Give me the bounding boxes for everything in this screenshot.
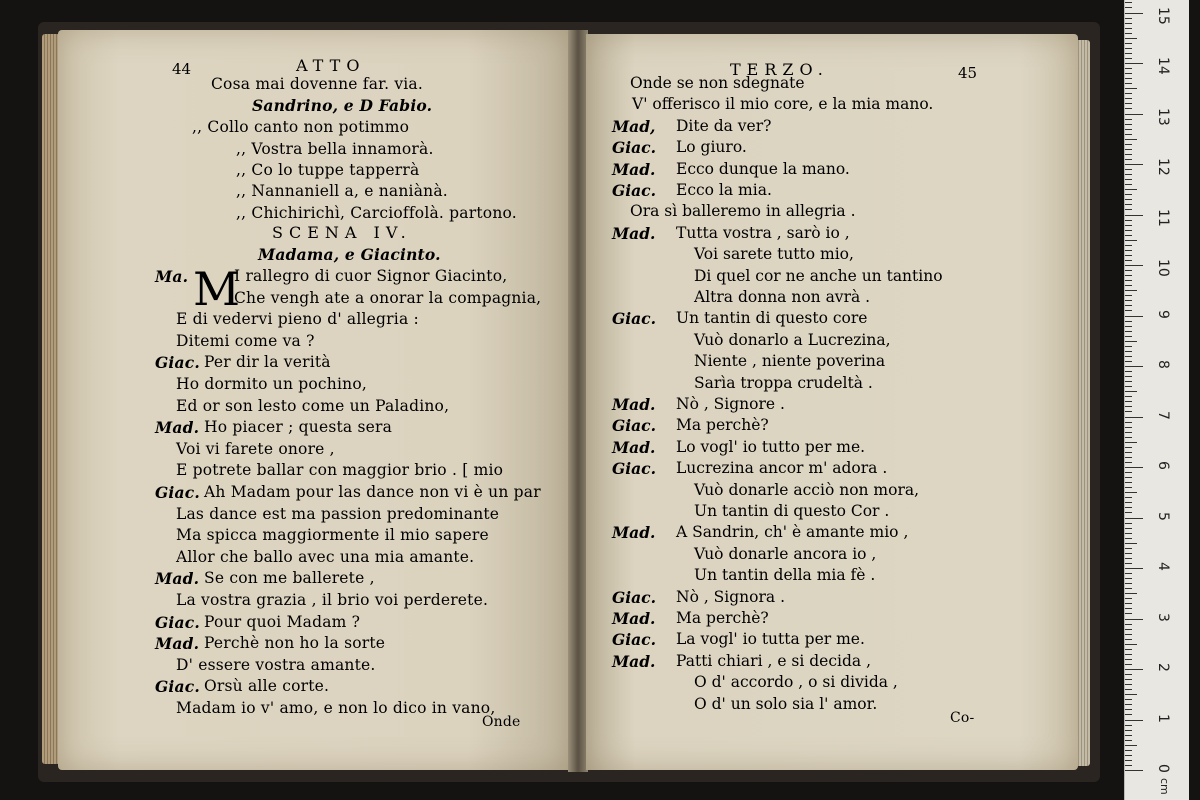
right-dialogue-line: Niente , niente poverina	[694, 352, 886, 371]
right-speaker: Giac.	[612, 587, 657, 607]
ruler-tick	[1125, 280, 1132, 281]
ruler-tick	[1125, 316, 1143, 317]
ruler-tick	[1125, 240, 1137, 241]
left-catchword: Onde	[482, 714, 521, 730]
ruler-tick	[1125, 129, 1132, 130]
ruler-tick	[1125, 629, 1132, 630]
right-catchword: Co-	[950, 710, 975, 726]
ruler-tick	[1125, 735, 1132, 736]
ruler-tick	[1125, 68, 1132, 69]
right-dialogue-line: Un tantin di questo Cor .	[694, 502, 890, 520]
ruler-tick	[1125, 78, 1132, 79]
ruler-label: 9	[1155, 309, 1171, 319]
ruler-tick	[1125, 235, 1132, 236]
ruler-tick	[1125, 371, 1132, 372]
ruler-tick	[1125, 28, 1132, 29]
ruler-tick	[1125, 563, 1132, 564]
ruler-tick	[1125, 730, 1132, 731]
ruler-tick	[1125, 704, 1132, 705]
ruler-tick	[1125, 558, 1132, 559]
left-dialogue-line: Madam io v' amo, e non lo dico in vano,	[176, 699, 496, 717]
ruler-tick	[1125, 103, 1132, 104]
right-speaker: Mad,	[612, 116, 656, 136]
ruler-tick	[1125, 270, 1132, 271]
ruler-tick	[1125, 533, 1132, 534]
right-speaker: Giac.	[612, 416, 657, 436]
left-dialogue-line: Las dance est ma passion predominante	[176, 504, 500, 523]
ruler-tick	[1125, 619, 1143, 620]
ruler-tick	[1125, 376, 1132, 377]
ruler-tick	[1125, 427, 1132, 428]
ruler-tick	[1125, 179, 1132, 180]
left-speaker: Mad.	[155, 634, 200, 654]
ruler-tick	[1125, 305, 1132, 306]
ruler-tick	[1125, 245, 1132, 246]
ruler-tick	[1125, 366, 1143, 367]
right-dialogue-line: Vuò donarle ancora io ,	[694, 544, 877, 563]
ruler-tick	[1125, 215, 1143, 216]
left-speaker: Giac.	[155, 483, 201, 502]
left-page-number: 44	[172, 60, 192, 78]
ruler-tick	[1125, 512, 1132, 513]
ruler-tick	[1125, 43, 1132, 44]
left-speaker: Giac.	[155, 353, 201, 373]
ruler-label: 6	[1155, 461, 1171, 470]
ruler-tick	[1125, 467, 1143, 468]
ruler-tick	[1125, 290, 1137, 291]
ruler-tick	[1125, 48, 1132, 49]
ruler-tick	[1125, 422, 1132, 423]
ruler-tick	[1125, 770, 1143, 771]
ruler-tick	[1125, 199, 1132, 200]
ruler-tick	[1125, 194, 1132, 195]
ruler-tick	[1125, 53, 1132, 54]
ruler-tick	[1125, 624, 1132, 625]
right-dialogue-line: Vuò donarle acciò non mora,	[694, 480, 920, 499]
ruler-tick	[1125, 18, 1132, 19]
ruler-tick	[1125, 659, 1132, 660]
left-dialogue-line: Allor che ballo avec una mia amante.	[176, 547, 475, 566]
ruler-tick	[1125, 58, 1132, 59]
ruler-tick	[1125, 447, 1132, 448]
ruler-tick	[1125, 386, 1132, 387]
ruler-tick	[1125, 720, 1143, 721]
ruler-tick	[1125, 684, 1132, 685]
ruler-label: 11	[1155, 208, 1171, 227]
ruler-tick	[1125, 2, 1132, 3]
ruler-tick	[1125, 679, 1132, 680]
ruler-label: 12	[1155, 158, 1171, 176]
ruler-tick	[1125, 341, 1137, 342]
ruler-tick	[1125, 310, 1132, 311]
right-dialogue-line: Lo vogl' io tutto per me.	[676, 437, 866, 456]
ruler-tick	[1125, 321, 1132, 322]
ruler-tick	[1125, 98, 1132, 99]
right-dialogue-line: Ma perchè?	[676, 609, 769, 627]
ruler-tick	[1125, 275, 1132, 276]
left-line-1: Cosa mai dovenne far. via.	[211, 75, 424, 93]
ruler-label: 4	[1155, 562, 1171, 571]
ruler-tick	[1125, 149, 1132, 150]
ruler-label: 15	[1155, 6, 1171, 25]
ruler-tick	[1125, 760, 1132, 761]
right-dialogue-line: Ecco la mia.	[676, 181, 772, 199]
ruler-tick	[1125, 417, 1143, 418]
measuring-ruler	[1124, 0, 1189, 800]
right-running-head: TERZO.	[730, 60, 829, 79]
ruler-tick	[1125, 472, 1132, 473]
ruler-tick	[1125, 7, 1132, 8]
ruler-tick	[1125, 346, 1132, 347]
ruler-tick	[1125, 391, 1137, 392]
right-dialogue-line: Patti chiari , e si decida ,	[676, 651, 872, 670]
right-dialogue-line: La vogl' io tutta per me.	[676, 630, 865, 649]
ruler-tick	[1125, 164, 1143, 165]
ruler-tick	[1125, 765, 1132, 766]
ruler-tick	[1125, 528, 1132, 529]
left-speaker: Ma.	[155, 267, 189, 286]
ruler-tick	[1125, 745, 1137, 746]
right-speaker: Giac.	[612, 138, 657, 158]
ruler-tick	[1125, 689, 1132, 690]
right-dialogue-line: Ma perchè?	[676, 416, 769, 435]
left-speaker: Giac.	[155, 677, 201, 697]
right-speaker: Mad.	[612, 523, 656, 543]
right-speaker: Mad.	[612, 395, 656, 414]
ruler-label: 3	[1155, 612, 1171, 622]
ruler-tick	[1125, 189, 1137, 190]
ruler-tick	[1125, 295, 1132, 296]
ruler-tick	[1125, 406, 1132, 407]
left-dialogue-line: La vostra grazia , il brio voi perderete.	[176, 591, 489, 609]
right-dialogue-line: Dite da ver?	[676, 116, 772, 135]
ruler-tick	[1125, 336, 1132, 337]
right-dialogue-line: Onde se non sdegnate	[630, 74, 805, 92]
ruler-tick	[1125, 507, 1132, 508]
left-dialogue-line: Pour quoi Madam ?	[204, 612, 361, 631]
ruler-tick	[1125, 674, 1132, 675]
ruler-tick	[1125, 750, 1132, 751]
ruler-label: 7	[1155, 410, 1171, 420]
left-line-6: ,, Nannaniell a, e naniànà.	[236, 182, 448, 200]
right-speaker: Giac.	[612, 630, 657, 650]
drop-cap: M	[193, 262, 241, 316]
ruler-tick	[1125, 548, 1132, 549]
left-line-4: ,, Vostra bella innamorà.	[236, 140, 434, 158]
ruler-label: 10	[1155, 259, 1171, 277]
ruler-tick	[1125, 396, 1132, 397]
ruler-tick	[1125, 588, 1132, 589]
left-dialogue-line: Ditemi come va ?	[176, 331, 315, 350]
ruler-tick	[1125, 356, 1132, 357]
ruler-tick	[1125, 13, 1143, 14]
ruler-tick	[1125, 361, 1132, 362]
right-dialogue-line: V' offerisco il mio core, e la mia mano.	[632, 95, 934, 114]
ruler-tick	[1125, 204, 1132, 205]
ruler-tick	[1125, 174, 1132, 175]
left-speaker: Mad.	[155, 569, 200, 589]
scene-title: SCENA IV.	[272, 223, 412, 242]
ruler-tick	[1125, 300, 1132, 301]
right-dialogue-line: Lucrezina ancor m' adora .	[676, 459, 888, 478]
right-dialogue-line: Voi sarete tutto mio,	[694, 245, 854, 264]
right-dialogue-line: O d' accordo , o si divida ,	[694, 673, 898, 692]
right-dialogue-line: Tutta vostra , sarò io ,	[676, 223, 850, 242]
right-speaker: Mad.	[612, 437, 656, 457]
ruler-tick	[1125, 664, 1132, 665]
ruler-tick	[1125, 124, 1132, 125]
ruler-label: 13	[1155, 107, 1171, 126]
ruler-tick	[1125, 502, 1132, 503]
right-dialogue-line: A Sandrin, ch' è amante mio ,	[676, 523, 909, 542]
right-speaker: Giac.	[612, 181, 657, 200]
ruler-tick	[1125, 487, 1132, 488]
left-dialogue-line: Ah Madam pour las dance non vi è un par	[204, 483, 541, 501]
left-line-3: ,, Collo canto non potimmo	[192, 118, 410, 136]
right-dialogue-line: Di quel cor ne anche un tantino	[694, 266, 943, 285]
left-line-5: ,, Co lo tuppe tapperrà	[236, 161, 420, 179]
ruler-tick	[1125, 169, 1132, 170]
ruler-tick	[1125, 457, 1132, 458]
left-dialogue-line: E potrete ballar con maggior brio . [ mio	[176, 461, 504, 480]
ruler-tick	[1125, 583, 1132, 584]
ruler-tick	[1125, 326, 1132, 327]
left-line-2: Sandrino, e D Fabio.	[252, 96, 433, 115]
ruler-label: 14	[1155, 57, 1171, 75]
ruler-tick	[1125, 230, 1132, 231]
right-dialogue-line: Altra donna non avrà .	[694, 288, 871, 306]
left-dialogue-line: Ed or son lesto come un Paladino,	[176, 396, 450, 415]
ruler-tick	[1125, 649, 1132, 650]
right-dialogue-line: Vuò donarlo a Lucrezina,	[694, 330, 891, 349]
left-dialogue-line: D' essere vostra amante.	[176, 655, 376, 674]
right-speaker: Mad.	[612, 223, 656, 243]
ruler-tick	[1125, 63, 1143, 64]
ruler-tick	[1125, 38, 1137, 39]
right-dialogue-line: Ora sì balleremo in allegria .	[630, 202, 856, 221]
ruler-label: 5	[1155, 511, 1171, 521]
right-dialogue-line: Un tantin della mia fè .	[694, 566, 876, 585]
ruler-tick	[1125, 613, 1132, 614]
left-line-7: ,, Chichirichì, Carcioffolà. partono.	[236, 204, 517, 222]
ruler-tick	[1125, 578, 1132, 579]
ruler-tick	[1125, 518, 1143, 519]
ruler-tick	[1125, 119, 1132, 120]
ruler-tick	[1125, 654, 1132, 655]
ruler-tick	[1125, 709, 1132, 710]
ruler-tick	[1125, 225, 1132, 226]
ruler-tick	[1125, 714, 1132, 715]
left-dialogue-line: Che vengh ate a onorar la compagnia,	[234, 288, 542, 307]
left-dialogue-line: Per dir la verità	[204, 353, 331, 372]
ruler-tick	[1125, 477, 1132, 478]
ruler-tick	[1125, 699, 1132, 700]
left-dialogue-line: Orsù alle corte.	[204, 677, 330, 696]
ruler-tick	[1125, 411, 1132, 412]
ruler-tick	[1125, 482, 1132, 483]
left-speaker: Giac.	[155, 612, 201, 632]
ruler-tick	[1125, 462, 1132, 463]
left-dialogue-line: I rallegro di cuor Signor Giacinto,	[234, 267, 508, 285]
ruler-tick	[1125, 260, 1132, 261]
ruler-unit: cm	[1158, 778, 1171, 795]
right-page-number: 45	[958, 64, 978, 82]
ruler-tick	[1125, 33, 1132, 34]
ruler-tick	[1125, 603, 1132, 604]
ruler-tick	[1125, 265, 1143, 266]
ruler-tick	[1125, 93, 1132, 94]
ruler-tick	[1125, 669, 1143, 670]
ruler-tick	[1125, 523, 1132, 524]
ruler-tick	[1125, 634, 1132, 635]
ruler-tick	[1125, 351, 1132, 352]
ruler-tick	[1125, 725, 1132, 726]
ruler-tick	[1125, 694, 1137, 695]
ruler-tick	[1125, 83, 1132, 84]
ruler-tick	[1125, 401, 1132, 402]
page-edges-right	[1076, 40, 1090, 766]
ruler-tick	[1125, 73, 1132, 74]
left-running-head: ATTO	[296, 56, 366, 75]
ruler-tick	[1125, 538, 1132, 539]
ruler-tick	[1125, 23, 1132, 24]
ruler-tick	[1125, 639, 1132, 640]
ruler-tick	[1125, 442, 1137, 443]
left-dialogue-line: Ma spicca maggiormente il mio sapere	[176, 526, 489, 545]
ruler-label: 2	[1155, 663, 1171, 672]
right-dialogue-line: Nò , Signore .	[676, 395, 785, 413]
right-speaker: Giac.	[612, 309, 657, 329]
ruler-tick	[1125, 568, 1143, 569]
ruler-tick	[1125, 209, 1132, 210]
scene-cast: Madama, e Giacinto.	[258, 245, 441, 264]
left-dialogue-line: Ho piacer ; questa sera	[204, 418, 393, 437]
ruler-tick	[1125, 437, 1132, 438]
ruler-tick	[1125, 114, 1143, 115]
right-speaker: Mad.	[612, 609, 656, 628]
ruler-tick	[1125, 740, 1132, 741]
ruler-tick	[1125, 139, 1137, 140]
ruler-tick	[1125, 331, 1132, 332]
ruler-tick	[1125, 598, 1132, 599]
ruler-tick	[1125, 573, 1132, 574]
left-dialogue-line: E di vedervi pieno d' allegria :	[176, 310, 419, 329]
right-dialogue-line: Ecco dunque la mano.	[676, 159, 850, 178]
right-dialogue-line: Nò , Signora .	[676, 587, 785, 606]
right-dialogue-line: Lo giuro.	[676, 138, 747, 157]
ruler-label: 8	[1155, 360, 1171, 369]
ruler-tick	[1125, 285, 1132, 286]
ruler-tick	[1125, 108, 1132, 109]
ruler-tick	[1125, 492, 1137, 493]
left-dialogue-line: Voi vi farete onore ,	[176, 439, 335, 458]
left-dialogue-line: Se con me ballerete ,	[204, 569, 375, 588]
ruler-tick	[1125, 88, 1137, 89]
ruler-tick	[1125, 381, 1132, 382]
right-dialogue-line: Un tantin di questo core	[676, 309, 868, 328]
right-dialogue-line: O d' un solo sia l' amor.	[694, 694, 878, 713]
ruler-tick	[1125, 144, 1132, 145]
left-dialogue-line: Perchè non ho la sorte	[204, 634, 386, 653]
ruler-tick	[1125, 134, 1132, 135]
ruler-tick	[1125, 255, 1132, 256]
ruler-tick	[1125, 553, 1132, 554]
ruler-tick	[1125, 608, 1132, 609]
ruler-tick	[1125, 250, 1132, 251]
left-speaker: Mad.	[155, 418, 200, 438]
ruler-tick	[1125, 432, 1132, 433]
right-speaker: Giac.	[612, 459, 657, 479]
ruler-tick	[1125, 452, 1132, 453]
ruler-tick	[1125, 644, 1137, 645]
book-gutter	[568, 30, 588, 772]
ruler-tick	[1125, 543, 1137, 544]
ruler-tick	[1125, 154, 1132, 155]
ruler-tick	[1125, 159, 1132, 160]
right-dialogue-line: Sarìa troppa crudeltà .	[694, 373, 873, 392]
ruler-tick	[1125, 497, 1132, 498]
right-speaker: Mad.	[612, 159, 656, 179]
ruler-tick	[1125, 593, 1137, 594]
ruler-label: 1	[1155, 713, 1171, 723]
ruler-tick	[1125, 220, 1132, 221]
ruler-tick	[1125, 184, 1132, 185]
right-speaker: Mad.	[612, 651, 656, 671]
ruler-tick	[1125, 755, 1132, 756]
ruler-label: 0	[1155, 764, 1171, 773]
left-dialogue-line: Ho dormito un pochino,	[176, 375, 367, 393]
